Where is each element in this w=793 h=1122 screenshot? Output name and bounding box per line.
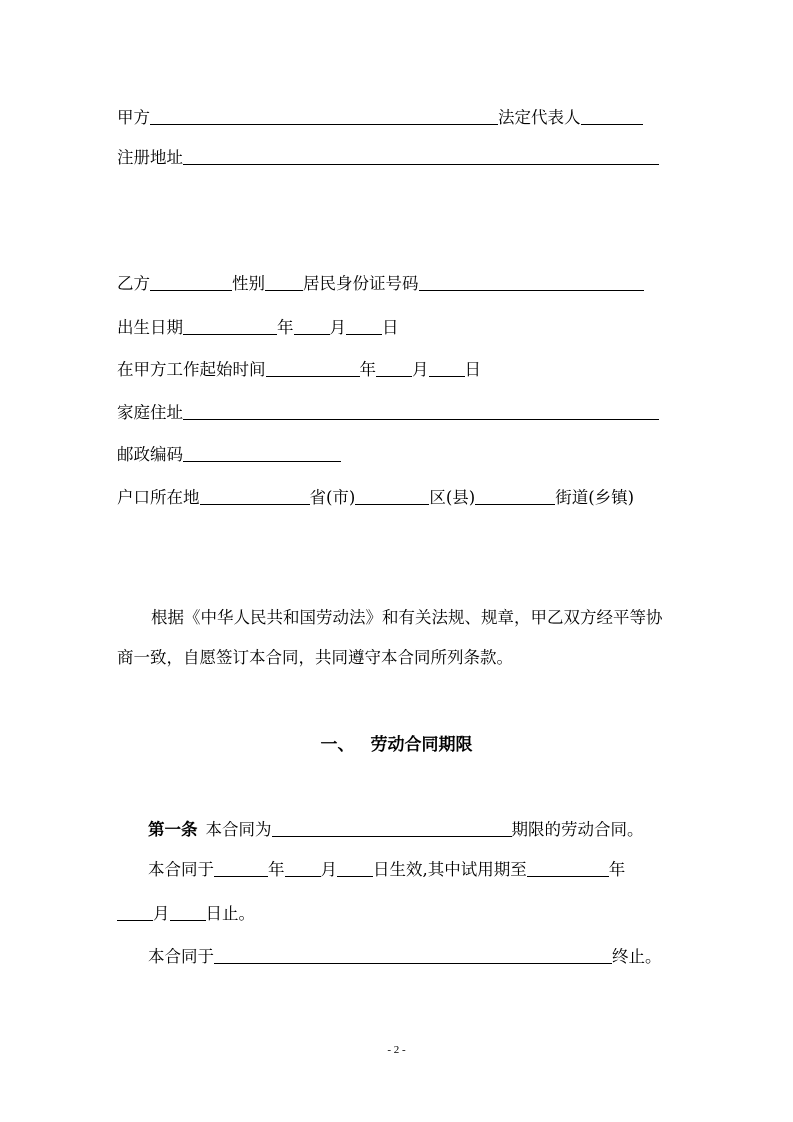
effective-day-field[interactable] bbox=[337, 875, 373, 877]
legal-rep-label: 法定代表人 bbox=[498, 107, 581, 127]
work-start-day-field[interactable] bbox=[429, 375, 465, 377]
section-heading bbox=[0, 730, 793, 755]
effective-year-label: 年 bbox=[268, 859, 285, 879]
preamble-paragraph: 根据《中华人民共和国劳动法》和有关法规、规章，甲乙双方经平等协商一致，自愿签订本合同，共同遵守本合同所列条款。 bbox=[117, 608, 663, 667]
hukou-district-label: 区(县) bbox=[429, 487, 476, 507]
postal-label: 邮政编码 bbox=[117, 444, 183, 464]
birth-day-field[interactable] bbox=[346, 333, 382, 335]
work-start-label: 在甲方工作起始时间 bbox=[117, 359, 266, 379]
reg-address-line bbox=[117, 140, 659, 168]
party-a-label: 甲方 bbox=[117, 107, 150, 127]
party-b-field[interactable] bbox=[150, 289, 232, 291]
id-number-label: 居民身份证号码 bbox=[303, 273, 419, 293]
id-number-field[interactable] bbox=[419, 289, 644, 291]
article1-text1: 本合同为 bbox=[205, 819, 272, 839]
article1-text2: 期限的劳动合同。 bbox=[511, 819, 644, 839]
party-a-line bbox=[117, 100, 643, 128]
page-number: - 2 - bbox=[387, 1044, 406, 1056]
probation-month-field[interactable] bbox=[117, 919, 153, 921]
hukou-label: 户口所在地 bbox=[117, 487, 200, 507]
work-start-line bbox=[117, 352, 481, 380]
party-a-field[interactable] bbox=[150, 123, 498, 125]
probation-day-field[interactable] bbox=[170, 919, 206, 921]
hukou-district-field[interactable] bbox=[355, 503, 429, 505]
work-start-month-field[interactable] bbox=[376, 375, 412, 377]
probation-year-label: 年 bbox=[608, 859, 626, 879]
effective-month-label: 月 bbox=[320, 859, 337, 879]
gender-field[interactable] bbox=[265, 289, 303, 291]
birth-day-label: 日 bbox=[382, 317, 399, 337]
article1-line3 bbox=[117, 896, 255, 924]
hukou-province-field[interactable] bbox=[200, 503, 310, 505]
terminate-prefix: 本合同于 bbox=[148, 946, 214, 966]
effective-mid: 日生效,其中试用期至 bbox=[373, 859, 527, 879]
work-start-day-label: 日 bbox=[464, 359, 481, 379]
terminate-suffix: 终止。 bbox=[612, 946, 662, 966]
legal-rep-field[interactable] bbox=[581, 123, 643, 125]
hukou-street-field[interactable] bbox=[475, 503, 555, 505]
birth-year-field[interactable] bbox=[183, 333, 277, 335]
article1-line4 bbox=[148, 939, 662, 967]
article1-line1 bbox=[148, 812, 644, 840]
article1-line2 bbox=[148, 852, 625, 880]
effective-prefix: 本合同于 bbox=[148, 859, 214, 879]
birth-label: 出生日期 bbox=[117, 317, 183, 337]
birth-year-label: 年 bbox=[277, 317, 294, 337]
hukou-line bbox=[117, 480, 634, 508]
section-number: 一、 bbox=[320, 735, 355, 755]
home-address-line bbox=[117, 395, 659, 423]
work-start-month-label: 月 bbox=[412, 359, 429, 379]
terminate-field[interactable] bbox=[214, 962, 612, 964]
birth-line bbox=[117, 310, 399, 338]
section-title: 劳动合同期限 bbox=[370, 735, 473, 755]
party-b-label: 乙方 bbox=[117, 273, 150, 293]
birth-month-field[interactable] bbox=[294, 333, 330, 335]
party-b-line bbox=[117, 266, 644, 294]
probation-end-label: 日止。 bbox=[205, 903, 255, 923]
work-start-year-label: 年 bbox=[359, 359, 376, 379]
probation-year-field[interactable] bbox=[527, 875, 609, 877]
home-address-label: 家庭住址 bbox=[117, 402, 183, 422]
reg-address-label: 注册地址 bbox=[117, 147, 183, 167]
effective-year-field[interactable] bbox=[214, 875, 268, 877]
postal-line bbox=[117, 437, 341, 465]
probation-month-label: 月 bbox=[153, 903, 170, 923]
work-start-year-field[interactable] bbox=[266, 375, 360, 377]
gender-label: 性别 bbox=[232, 273, 265, 293]
article1-label: 第一条 bbox=[148, 819, 198, 839]
home-address-field[interactable] bbox=[183, 418, 659, 420]
hukou-street-label: 街道(乡镇) bbox=[555, 487, 635, 507]
effective-month-field[interactable] bbox=[285, 875, 321, 877]
postal-field[interactable] bbox=[183, 460, 341, 462]
hukou-province-label: 省(市) bbox=[309, 487, 356, 507]
contract-term-field[interactable] bbox=[272, 835, 512, 837]
birth-month-label: 月 bbox=[329, 317, 346, 337]
reg-address-field[interactable] bbox=[183, 163, 659, 165]
